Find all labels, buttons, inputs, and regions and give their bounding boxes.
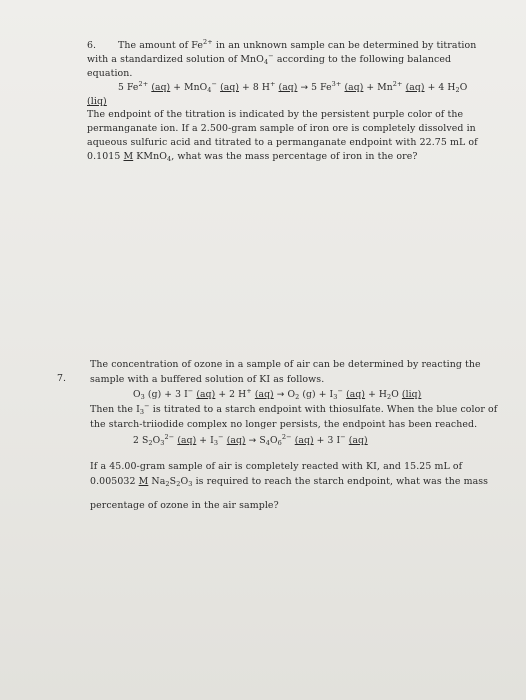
reaction-arrow-icon: →: [248, 436, 257, 446]
question-number: 7.: [57, 373, 66, 384]
q7-equation-1: $O_3$ (g) + 3 I− (aq) + 2 H+ $(aq) \to O_2$ $(g) + I_3^-$ $(aq) + H_2O$ (liq): [133, 387, 422, 401]
reaction-arrow-icon: →: [276, 390, 285, 400]
q6-line-5: The endpoint of the titration is indicated by the persistent purple color of the: [87, 109, 464, 120]
q7-line-8: 0.005032 M $Na_2S_2O_3$ is required to reach the starch endpoint, what was the mass: [90, 476, 489, 488]
q6-line-2: with a standardized solution of MnO$_4$− according to the following balanced: [87, 52, 452, 66]
q7-line-5: the starch-triiodide complex no longer persists, the endpoint has been reached.: [90, 419, 478, 430]
q7-equation-2: 2 $S_2O_3^{2-}$ $(aq) + I_3^-$ $(aq) \to S_4O_6^{2-}$ (aq) + 3 I− (aq): [133, 433, 368, 447]
q6-line-7: aqueous sulfuric acid and titrated to a permanganate endpoint with 22.75 mL of: [87, 137, 478, 148]
q7-line-7: If a 45.00-gram sample of air is completely reacted with KI, and 15.25 mL of: [90, 461, 463, 472]
q6-line-3: equation.: [87, 68, 133, 79]
q7-line-1: The concentration of ozone in a sample of air can be determined by reacting the: [90, 359, 481, 370]
q6-line-6: permanganate ion. If a 2.500-gram sample of iron ore is completely dissolved in: [87, 123, 476, 134]
q6-equation: 5 $Fe^{2+}$ (aq) + MnO$_4$− (aq) + 8 H+ (aq) → 5 $Fe^{3+}$ $(aq) + Mn^{2+}$ (aq) + 4 $H_2O$: [118, 80, 468, 94]
q6-line-8: 0.1015 M KMnO$_4$, what was the mass percentage of iron in the ore?: [87, 151, 418, 163]
reaction-arrow-icon: →: [300, 83, 309, 93]
question-number: 6.: [87, 40, 96, 51]
q7-line-2: sample with a buffered solution of KI as follows.: [90, 374, 325, 385]
q7-line-9: percentage of ozone in the air sample?: [90, 500, 279, 511]
q6-equation-liq: (liq): [87, 96, 107, 107]
q6-line-1: The amount of $Fe^{2+}$ in an unknown sample can be determined by titration: [118, 38, 477, 51]
q7-line-4: Then the $I_3^-$ is titrated to a starch endpoint with thiosulfate. When the blue color of: [90, 402, 498, 416]
